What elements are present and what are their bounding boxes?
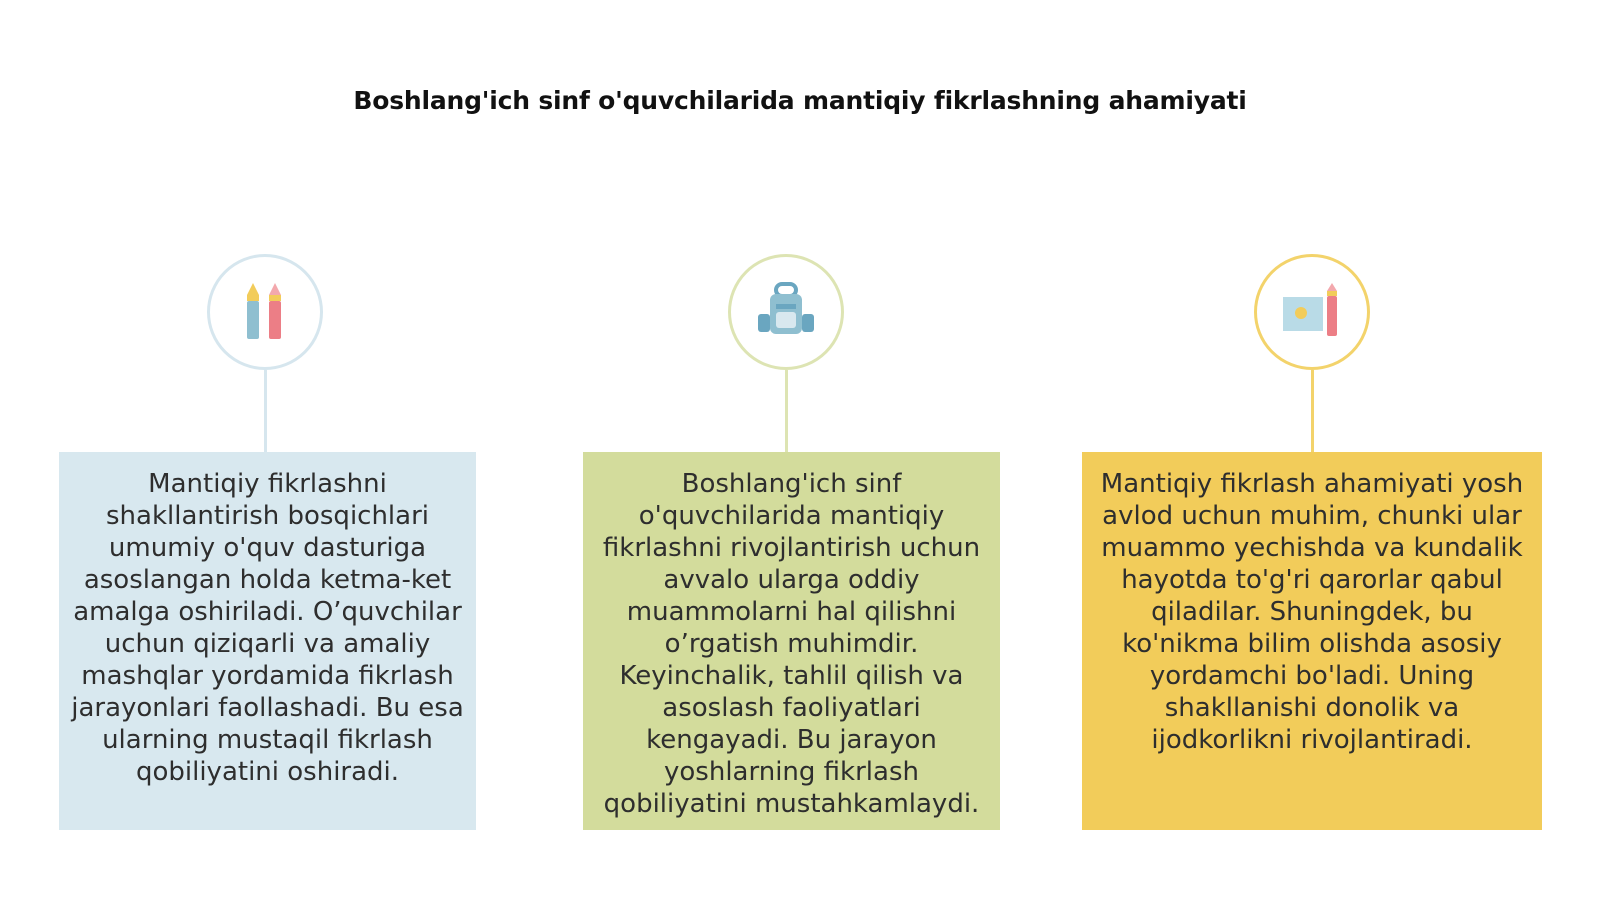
- card-text-3: Mantiqiy fikrlash ahamiyati yosh avlod uchun muhim, chunki ular muammo yechishda va kundalik hayotda to'g'ri qarorlar qabul qiladilar. Shuningdek, bu ko'nikma bilim olishda asosiy yordamchi bo'ladi. Uning shakllanishi donolik va ijodkorlikni rivojlantiradi.: [1100, 469, 1524, 755]
- pencils-icon: [239, 281, 291, 343]
- icon-circle-2: [728, 254, 844, 370]
- connector-line-3: [1311, 370, 1314, 452]
- card-text-1: Mantiqiy fikrlashni shakllantirish bosqichlari umumiy o'quv dasturiga asoslangan holda ketma-ket amalga oshiriladi. O’quvchilar uchun qiziqarli va amaliy mashqlar yordamida fikrlash jarayonlari faollashadi. Bu esa ularning mustaqil fikrlash qobiliyatini oshiradi.: [71, 469, 464, 787]
- info-card-2: [583, 452, 1000, 830]
- icon-circle-1: [207, 254, 323, 370]
- connector-line-1: [264, 370, 267, 452]
- info-card-1: [59, 452, 476, 830]
- card-text-2: Boshlang'ich sinf o'quvchilarida mantiqiy fikrlashni rivojlantirish uchun avvalo ularga oddiy muammolarni hal qilishni o’rgatish muhimdir. Keyinchalik, tahlil qilish va asoslash faoliyatlari kengayadi. Bu jarayon yoshlarning fikrlash qobiliyatini mustahkamlaydi.: [602, 469, 981, 819]
- info-card-3: [1082, 452, 1542, 830]
- connector-line-2: [785, 370, 788, 452]
- page-title: Boshlang'ich sinf o'quvchilarida mantiqiy fikrlashning ahamiyati: [353, 86, 1247, 115]
- icon-circle-3: [1254, 254, 1370, 370]
- backpack-icon: [756, 282, 816, 342]
- drawing-board-icon: [1281, 283, 1343, 341]
